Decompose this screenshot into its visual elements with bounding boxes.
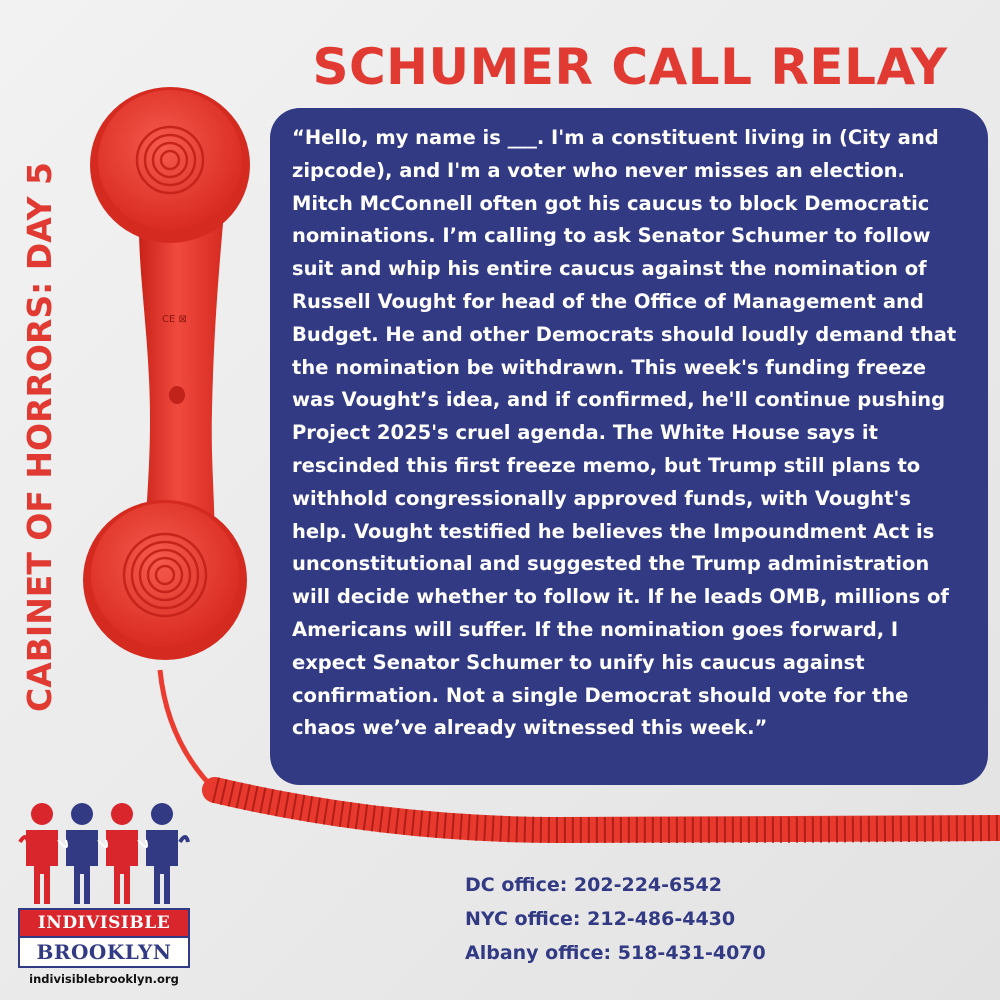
office-phone-albany: Albany office: 518-431-4070: [465, 942, 766, 964]
call-script-text: “Hello, my name is ___. I'm a constituent living in (City and zipcode), and I'm a voter who never misses an election. Mitch McConnell often got his caucus to block Democratic nominations. I’m calling to ask Senator Schumer to follow suit and whip his entire caucus against the nomination of Russell Vought for head of the Office of Management and Budget. He and other Democrats should loudly demand that the nomination be withdrawn. This week's funding freeze was Vought’s idea, and if confirmed, he'll continue pushing Project 2025's cruel agenda. The White House says it rescinded this first freeze memo, but Trump still plans to withhold congressionally approved funds, with Vought's help. Vought testified he believes the Impoundment Act is unconstitutional and suggested the Trump administration will decide whether to follow it. If he leads OMB, millions of Americans will suffer. If the nomination goes forward, I expect Senator Schumer to unify his caucus against confirmation. Not a single Democrat should vote for the chaos we’ve already witnessed this week.”: [292, 126, 957, 740]
call-script-panel: [270, 108, 988, 785]
office-phone-list: [465, 868, 766, 970]
logo-line-1: INDIVISIBLE: [20, 910, 188, 936]
office-phone-dc: DC office: 202-224-6542: [465, 874, 722, 896]
svg-text:CE ⊠: CE ⊠: [162, 314, 187, 325]
logo-wordmark: [18, 908, 190, 968]
people-chain-icon: [18, 800, 190, 906]
side-label: CABINET OF HORRORS: DAY 5: [20, 162, 59, 712]
page-title: SCHUMER CALL RELAY: [312, 38, 948, 96]
office-phone-nyc: NYC office: 212-486-4430: [465, 908, 736, 930]
logo-line-2: BROOKLYN: [20, 936, 188, 966]
indivisible-brooklyn-logo: [18, 800, 190, 986]
website-url: indivisiblebrooklyn.org: [29, 972, 179, 986]
